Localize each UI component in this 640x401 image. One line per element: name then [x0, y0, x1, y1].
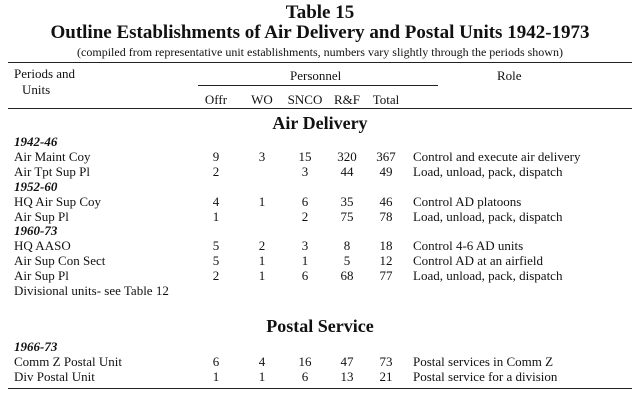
- snco-value: 2: [301, 209, 309, 224]
- wo-value: 1: [258, 194, 266, 209]
- personnel-underline: [198, 85, 438, 86]
- role-header: Role: [497, 68, 522, 83]
- unit-name: Div Postal Unit: [14, 369, 95, 384]
- wo-value: 2: [258, 238, 266, 253]
- role-text: Load, unload, pack, dispatch: [413, 268, 563, 283]
- unit-name: HQ AASO: [14, 238, 71, 253]
- wo-value: 3: [258, 149, 266, 164]
- total-header: Total: [372, 92, 400, 107]
- wo-value: 1: [258, 369, 266, 384]
- offr-value: 1: [212, 209, 220, 224]
- snco-value: 3: [301, 238, 309, 253]
- rf-value: 47: [340, 354, 354, 369]
- total-value: 73: [379, 354, 393, 369]
- role-text: Load, unload, pack, dispatch: [413, 209, 563, 224]
- role-text: Control AD platoons: [413, 194, 522, 209]
- rf-value: 8: [343, 238, 351, 253]
- offr-value: 2: [212, 268, 220, 283]
- offr-value: 9: [212, 149, 220, 164]
- offr-header: Offr: [204, 92, 228, 107]
- total-value: 12: [379, 253, 393, 268]
- period-label: 1966-73: [14, 339, 58, 354]
- offr-value: 4: [212, 194, 220, 209]
- role-text: Control AD at an airfield: [413, 253, 543, 268]
- rf-value: 75: [340, 209, 354, 224]
- unit-name: Air Sup Pl: [14, 268, 69, 283]
- period-label: 1960-73: [14, 223, 58, 238]
- role-text: Postal services in Comm Z: [413, 354, 554, 369]
- table-subtitle: (compiled from representative unit establishments, numbers vary slightly through the periods shown): [77, 45, 563, 59]
- role-text: Control 4-6 AD units: [413, 238, 524, 253]
- unit-name: Air Sup Con Sect: [14, 253, 106, 268]
- personnel-header: Personnel: [290, 68, 342, 83]
- header-rule: [8, 108, 632, 109]
- bottom-rule: [8, 388, 632, 389]
- total-value: 78: [379, 209, 393, 224]
- wo-value: 1: [258, 253, 266, 268]
- divisional-units-note: Divisional units- see Table 12: [14, 283, 169, 298]
- wo-value: 4: [258, 354, 266, 369]
- role-text: Control and execute air delivery: [413, 149, 581, 164]
- role-text: Postal service for a division: [413, 369, 558, 384]
- offr-value: 5: [212, 238, 220, 253]
- offr-value: 6: [212, 354, 220, 369]
- unit-name: HQ Air Sup Coy: [14, 194, 102, 209]
- snco-value: 1: [301, 253, 309, 268]
- role-text: Load, unload, pack, dispatch: [413, 164, 563, 179]
- rf-value: 5: [343, 253, 351, 268]
- total-value: 46: [379, 194, 393, 209]
- snco-value: 16: [298, 354, 312, 369]
- offr-value: 1: [212, 369, 220, 384]
- snco-value: 3: [301, 164, 309, 179]
- table-number: Table 15: [285, 2, 355, 23]
- rf-header: R&F: [333, 92, 360, 107]
- rf-value: 44: [340, 164, 354, 179]
- period-label: 1942-46: [14, 134, 58, 149]
- total-value: 49: [379, 164, 393, 179]
- rf-value: 68: [340, 268, 354, 283]
- total-value: 18: [379, 238, 393, 253]
- snco-value: 6: [301, 268, 309, 283]
- rf-value: 320: [337, 149, 357, 164]
- offr-value: 2: [212, 164, 220, 179]
- section-title-postal-service: Postal Service: [266, 316, 374, 336]
- offr-value: 5: [212, 253, 220, 268]
- period-label: 1952-60: [14, 179, 58, 194]
- rf-value: 35: [340, 194, 354, 209]
- wo-header: WO: [251, 92, 273, 107]
- top-rule: [8, 62, 632, 63]
- periods-units-header-line2: Units: [22, 82, 51, 97]
- total-value: 21: [379, 369, 393, 384]
- periods-units-header: Periods and: [14, 66, 76, 81]
- snco-value: 6: [301, 369, 309, 384]
- total-value: 367: [376, 149, 396, 164]
- total-value: 77: [379, 268, 393, 283]
- snco-value: 6: [301, 194, 309, 209]
- snco-header: SNCO: [287, 92, 323, 107]
- table-title: Outline Establishments of Air Delivery and Postal Units 1942-1973: [50, 22, 590, 43]
- snco-value: 15: [298, 149, 312, 164]
- unit-name: Comm Z Postal Unit: [14, 354, 122, 369]
- unit-name: Air Sup Pl: [14, 209, 69, 224]
- wo-value: 1: [258, 268, 266, 283]
- section-title-air-delivery: Air Delivery: [272, 113, 368, 133]
- unit-name: Air Tpt Sup Pl: [14, 164, 90, 179]
- unit-name: Air Maint Coy: [14, 149, 91, 164]
- rf-value: 13: [340, 369, 354, 384]
